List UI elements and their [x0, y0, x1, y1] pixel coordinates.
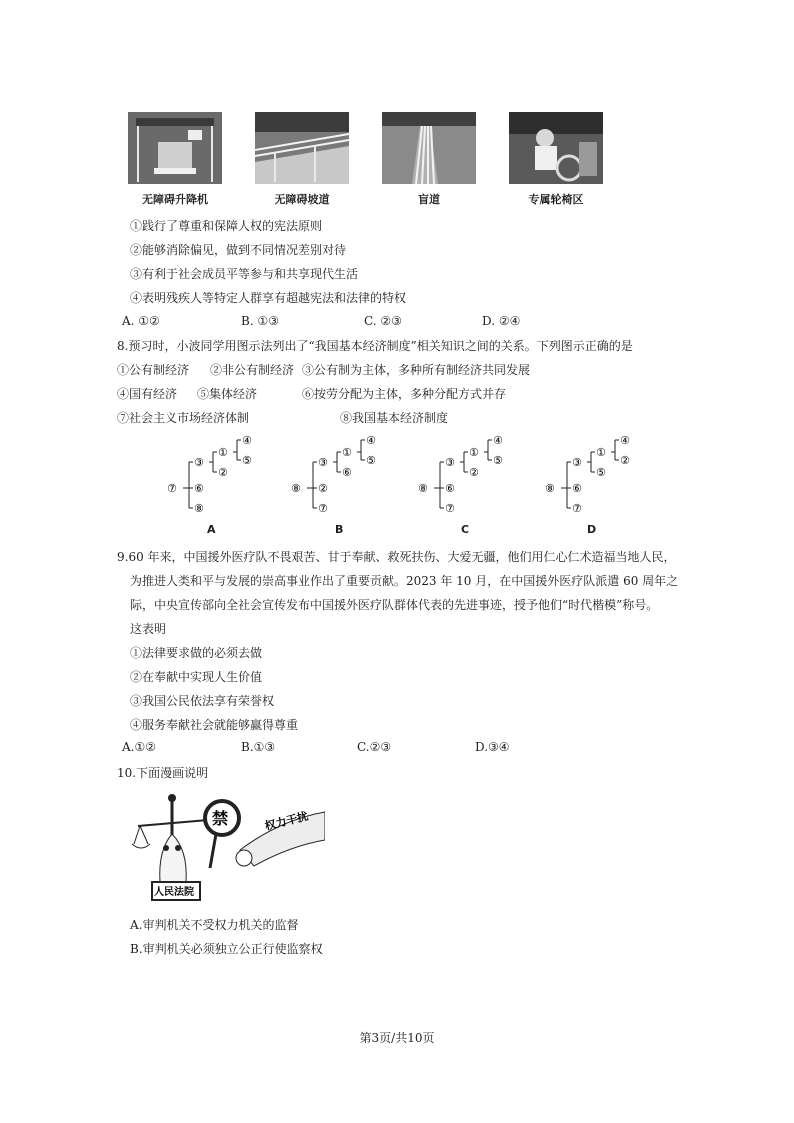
- q9-stem-line-4: 这表明: [130, 622, 167, 636]
- q9-option-d: D.③④: [475, 740, 510, 754]
- tree-c-l1-2: ⑥: [445, 482, 455, 495]
- q8-item-4: ④国有经济: [117, 387, 178, 401]
- q9-statement-4: ④服务奉献社会就能够赢得尊重: [130, 718, 299, 732]
- photo-tactile-path: [382, 112, 476, 184]
- q8-tree-label-a: A: [207, 523, 216, 536]
- tree-b-l3-2: ⑤: [366, 454, 376, 467]
- tree-a-l2-2: ②: [218, 466, 228, 479]
- tree-b-l1-1: ③: [318, 456, 328, 469]
- tree-a-l1-3: ⑧: [194, 502, 204, 515]
- q8-tree-label-b: B: [335, 523, 344, 536]
- tree-d-l1-2: ⑥: [572, 482, 582, 495]
- q8-tree-c: [416, 434, 526, 538]
- tree-c-root: ⑧: [418, 482, 428, 495]
- q8-item-6: ⑥按劳分配为主体，多种分配方式并存: [302, 387, 507, 401]
- q7-statement-2: ②能够消除偏见，做到不同情况差别对待: [130, 243, 347, 257]
- tree-d-root: ⑧: [545, 482, 555, 495]
- tree-b-l3-1: ④: [366, 434, 376, 447]
- q8-tree-a: [165, 434, 275, 538]
- cartoon-power-text: 权力干扰: [263, 809, 310, 833]
- tree-a-l1-2: ⑥: [194, 482, 204, 495]
- tree-c-l3-2: ⑤: [493, 454, 503, 467]
- q9-option-c: C.②③: [357, 740, 392, 754]
- photo-accessible-lift: [128, 112, 222, 184]
- tree-b-l1-2: ②: [318, 482, 328, 495]
- tree-a-l3-1: ④: [242, 434, 252, 447]
- q8-item-2: ②非公有制经济: [210, 363, 295, 377]
- tree-d-l2-2: ⑤: [596, 466, 606, 479]
- q9-statement-1: ①法律要求做的必须去做: [130, 646, 263, 660]
- tree-a-root: ⑦: [167, 482, 177, 495]
- q8-stem: 8.预习时，小波同学用图示法列出了“我国基本经济制度”相关知识之间的关系。下列图示正确的是: [117, 339, 633, 353]
- q7-option-a: A. ①②: [122, 314, 160, 328]
- tree-d-l1-1: ③: [572, 456, 582, 469]
- q10-option-b: B.审判机关必须独立公正行使监察权: [130, 942, 323, 956]
- q10-stem: 10.下面漫画说明: [117, 766, 209, 780]
- q9-option-a: A.①②: [122, 740, 156, 754]
- tree-b-l2-2: ⑥: [342, 466, 352, 479]
- q10-cartoon: [130, 790, 325, 905]
- q8-item-8: ⑧我国基本经济制度: [340, 411, 449, 425]
- q9-statement-3: ③我国公民依法享有荣誉权: [130, 694, 275, 708]
- page-footer: 第3页/共10页: [359, 1031, 435, 1045]
- caption-tactile-path: 盲道: [418, 193, 440, 206]
- tree-a-l1-1: ③: [194, 456, 204, 469]
- q7-statement-1: ①践行了尊重和保障人权的宪法原则: [130, 219, 323, 233]
- tree-c-l1-3: ⑦: [445, 502, 455, 515]
- photo-accessible-ramp: [255, 112, 349, 184]
- q9-stem-line-1: 9.60 年来，中国援外医疗队不畏艰苦、甘于奉献、救死扶伤、大爱无疆，他们用仁心仁术造福当地人民，: [117, 550, 676, 564]
- tree-c-l2-1: ①: [469, 446, 479, 459]
- tree-c-l3-1: ④: [493, 434, 503, 447]
- q8-item-3: ③公有制为主体，多种所有制经济共同发展: [302, 363, 531, 377]
- tree-b-l1-3: ⑦: [318, 502, 328, 515]
- tree-b-root: ⑧: [291, 482, 301, 495]
- tree-c-l2-2: ②: [469, 466, 479, 479]
- tree-d-l1-3: ⑦: [572, 502, 582, 515]
- q7-option-b: B. ①③: [241, 314, 279, 328]
- q7-option-c: C. ②③: [364, 314, 402, 328]
- photo-wheelchair-area: [509, 112, 603, 184]
- q7-option-d: D. ②④: [482, 314, 521, 328]
- q9-statement-2: ②在奉献中实现人生价值: [130, 670, 263, 684]
- q8-tree-d: [543, 434, 653, 538]
- cartoon-ban-text: 禁: [212, 809, 229, 828]
- q9-stem-line-2: 为推进人类和平与发展的崇高事业作出了重要贡献。2023 年 10 月，在中国援外医疗队派遣 60 周年之: [130, 574, 679, 588]
- q8-item-5: ⑤集体经济: [197, 387, 258, 401]
- q9-stem-line-3: 际，中央宣传部向全社会宣传发布中国援外医疗队群体代表的先进事迹，授予他们“时代楷模”称号。: [130, 598, 659, 612]
- q8-item-1: ①公有制经济: [117, 363, 190, 377]
- tree-a-l2-1: ①: [218, 446, 228, 459]
- cartoon-court-text: 人民法院: [154, 887, 194, 898]
- caption-accessible-lift: 无障碍升降机: [142, 193, 208, 206]
- tree-d-l3-2: ②: [620, 454, 630, 467]
- q8-tree-label-c: C: [461, 523, 470, 536]
- q8-item-7: ⑦社会主义市场经济体制: [117, 411, 250, 425]
- caption-wheelchair-area: 专属轮椅区: [528, 193, 584, 206]
- tree-a-l3-2: ⑤: [242, 454, 252, 467]
- q10-option-a: A.审判机关不受权力机关的监督: [130, 918, 299, 932]
- q7-statement-4: ④表明残疾人等特定人群享有超越宪法和法律的特权: [130, 291, 407, 305]
- tree-d-l2-1: ①: [596, 446, 606, 459]
- q8-tree-b: [289, 434, 399, 538]
- q9-option-b: B.①③: [241, 740, 276, 754]
- tree-b-l2-1: ①: [342, 446, 352, 459]
- q7-statement-3: ③有利于社会成员平等参与和共享现代生活: [130, 267, 359, 281]
- tree-d-l3-1: ④: [620, 434, 630, 447]
- q8-tree-label-d: D: [587, 523, 597, 536]
- tree-c-l1-1: ③: [445, 456, 455, 469]
- caption-accessible-ramp: 无障碍坡道: [274, 193, 330, 206]
